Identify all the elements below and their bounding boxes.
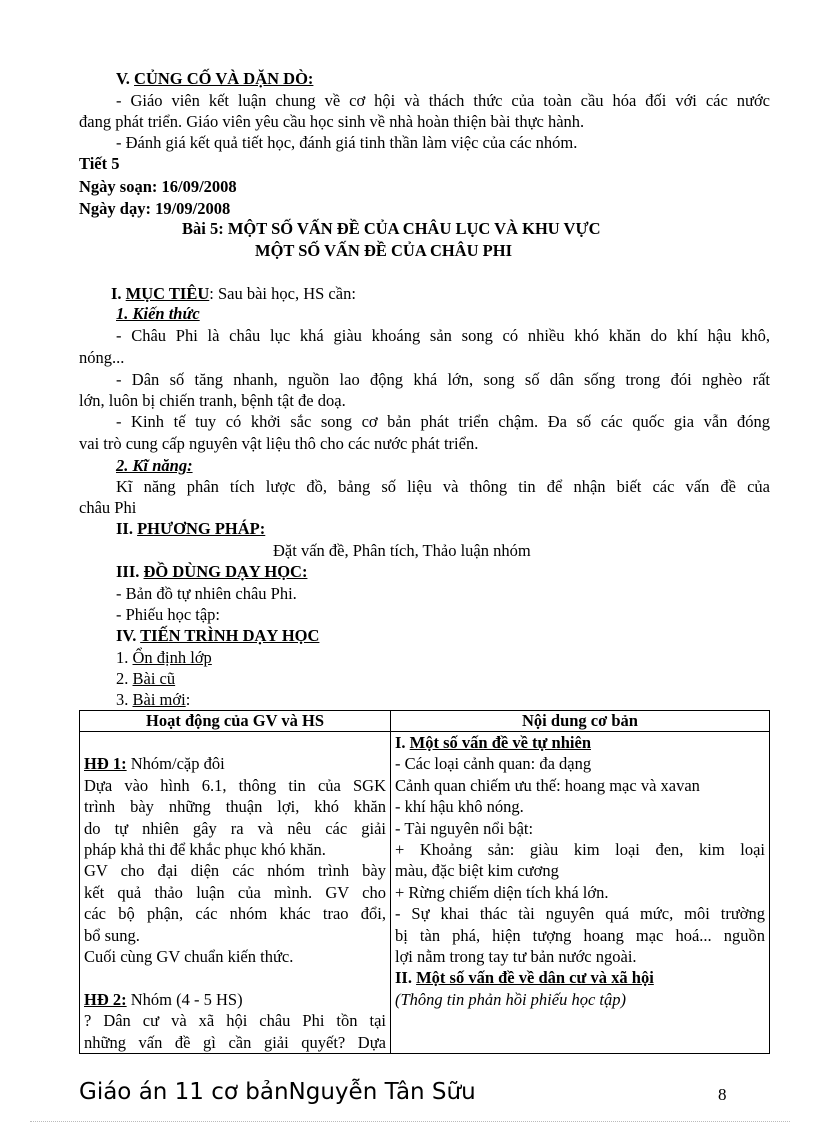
lesson-period: Tiết 5	[79, 154, 120, 173]
content-line: - Tài nguyên nổi bật:	[395, 818, 534, 838]
footer-divider	[30, 1121, 790, 1122]
content-heading: II. Một số vấn đề về dân cư và xã hội	[395, 968, 654, 988]
section-heading-phuong-phap: II. PHƯƠNG PHÁP:	[116, 519, 266, 538]
paragraph-line: - Châu Phi là châu lục khá giàu khoáng sản song có nhiều khó khăn do khí hậu khô,	[116, 326, 770, 345]
method-text: Đặt vấn đề, Phân tích, Thảo luận nhóm	[273, 541, 531, 560]
activity-line: ? Dân cư và xã hội châu Phi tồn tại	[84, 1011, 386, 1031]
table-header-content: Nội dung cơ bản	[391, 711, 770, 732]
paragraph-line: - Dân số tăng nhanh, nguồn lao động khá lớn, song số dân sống trong đói nghèo rất	[116, 370, 770, 389]
list-item: 3. Bài mới:	[116, 690, 191, 709]
paragraph-line: vai trò cung cấp nguyên vật liệu thô cho các nước phát triển.	[79, 434, 479, 453]
activity-line: bổ sung.	[84, 925, 140, 945]
footer-text: Giáo án 11 cơ bảnNguyễn Tân Sữu	[79, 1079, 476, 1105]
teaching-date: Ngày dạy: 19/09/2008	[79, 199, 231, 218]
paragraph-line: - Giáo viên kết luận chung về cơ hội và thách thức của toàn cầu hóa đối với các nước	[116, 91, 770, 110]
paragraph-line: nóng...	[79, 348, 125, 367]
content-line: - khí hậu khô nóng.	[395, 797, 524, 817]
paragraph-line: đang phát triển. Giáo viên yêu cầu học sinh về nhà hoàn thiện bài thực hành.	[79, 112, 585, 131]
content-line: lợi nằm trong tay tư bản nước ngoài.	[395, 947, 637, 967]
activity-line: kết quả thảo luận của mình. GV cho	[84, 882, 386, 902]
content-line: màu, đặc biệt kim cương	[395, 861, 559, 881]
page-number: 8	[718, 1085, 727, 1104]
subheading-ki-nang: 2. Kĩ năng:	[116, 456, 193, 475]
paragraph-line: - Kinh tế tuy có khởi sắc song cơ bản phát triển chậm. Đa số các quốc gia vẫn đóng	[116, 412, 770, 431]
content-line: bị tàn phá, hiện tượng hoang mạc hoá... nguồn	[395, 925, 765, 945]
table-header-row	[80, 711, 770, 732]
content-line: + Khoảng sản: giàu kim loại đen, kim loại	[395, 840, 765, 860]
paragraph-line: lớn, luôn bị chiến tranh, bệnh tật đe doạ.	[79, 391, 346, 410]
activity-line: pháp khả thi để khắc phục khó khăn.	[84, 840, 326, 860]
section-heading-do-dung: III. ĐỒ DÙNG DẠY HỌC:	[116, 562, 308, 581]
activity-line: những vấn đề gì cần giải quyết? Dựa	[84, 1032, 386, 1052]
paragraph-line: Kĩ năng phân tích lược đồ, bảng số liệu và thông tin để nhận biết các vấn đề của	[116, 477, 770, 496]
list-item: 2. Bài cũ	[116, 669, 176, 688]
activity-heading: HĐ 2: Nhóm (4 - 5 HS)	[84, 989, 243, 1009]
content-line: + Rừng chiếm diện tích khá lớn.	[395, 882, 609, 902]
paragraph-line: châu Phi	[79, 498, 137, 517]
table-cell-content	[391, 732, 770, 1054]
subheading-kien-thuc: 1. Kiến thức	[116, 304, 200, 323]
list-item: 1. Ổn định lớp	[116, 648, 212, 667]
activity-line: trình bày những thuận lợi, khó khăn	[84, 797, 386, 817]
activity-line: các bộ phận, các nhóm khác trao đổi,	[84, 904, 386, 924]
section-heading-tien-trinh: IV. TIẾN TRÌNH DẠY HỌC	[116, 626, 320, 645]
table-header-activities: Hoạt động của GV và HS	[80, 711, 391, 732]
lesson-activity-table	[79, 710, 770, 1054]
prepared-date: Ngày soạn: 16/09/2008	[79, 177, 237, 196]
activity-heading: HĐ 1: Nhóm/cặp đôi	[84, 754, 225, 774]
activity-line: Cuối cùng GV chuẩn kiến thức.	[84, 947, 294, 967]
list-item: - Bản đồ tự nhiên châu Phi.	[116, 584, 297, 603]
activity-line: Dựa vào hình 6.1, thông tin của SGK	[84, 775, 386, 795]
section-heading-muc-tieu: I. MỤC TIÊU: Sau bài học, HS cần:	[111, 284, 356, 303]
paragraph-line: - Đánh giá kết quả tiết học, đánh giá tinh thần làm việc của các nhóm.	[116, 133, 578, 152]
list-item: - Phiếu học tập:	[116, 605, 221, 624]
section-heading-cung-co: V. CỦNG CỐ VÀ DẶN DÒ:	[116, 69, 314, 88]
content-line: Cảnh quan chiếm ưu thế: hoang mạc và xavan	[395, 775, 700, 795]
lesson-title: Bài 5: MỘT SỐ VẤN ĐỀ CỦA CHÂU LỤC VÀ KHU VỰC	[182, 219, 601, 238]
content-line: - Các loại cảnh quan: đa dạng	[395, 754, 592, 774]
activity-line: GV cho đại diện các nhóm trình bày	[84, 861, 386, 881]
content-heading: I. Một số vấn đề về tự nhiên	[395, 733, 591, 752]
table-cell-activities	[80, 732, 391, 1054]
activity-line: do tự nhiên gây ra và nêu các giải	[84, 818, 386, 838]
table-row	[80, 732, 770, 1054]
content-line: - Sự khai thác tài nguyên quá mức, môi trường	[395, 904, 765, 924]
lesson-subtitle: MỘT SỐ VẤN ĐỀ CỦA CHÂU PHI	[255, 241, 512, 260]
content-line: (Thông tin phản hồi phiếu học tập)	[395, 989, 626, 1009]
